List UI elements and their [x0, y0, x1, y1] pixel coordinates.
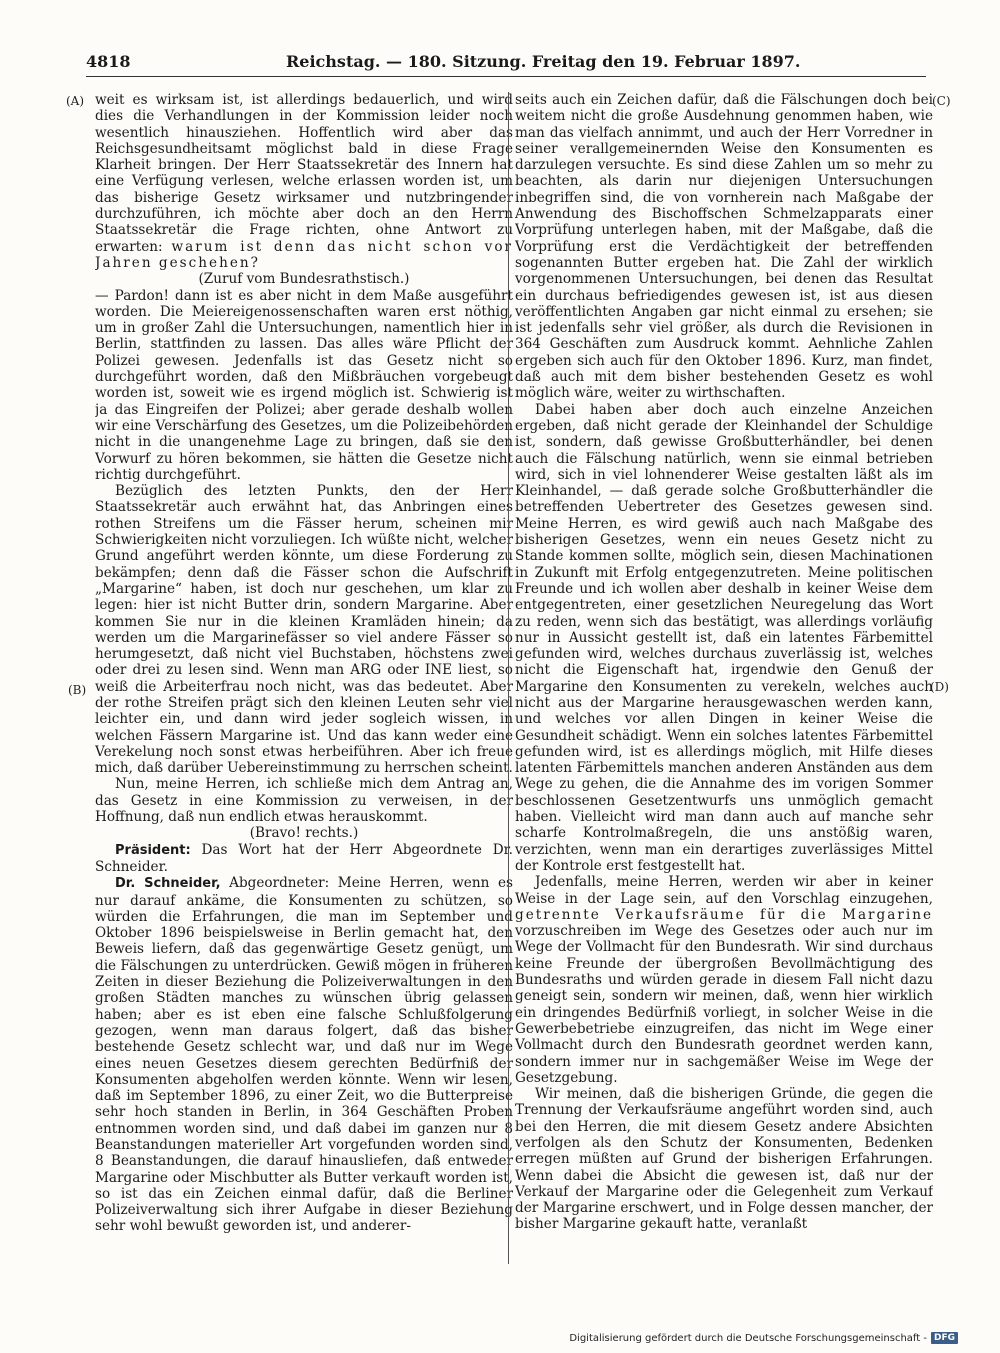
paragraph	[95, 842, 513, 876]
page-header	[86, 52, 926, 77]
speaker-label: Präsident:	[115, 842, 191, 858]
emphasized-text: warum ist denn das nicht schon vor Jahren geschehen?	[95, 238, 513, 271]
digitization-footer	[569, 1331, 958, 1345]
footer-text: Digitalisierung gefördert durch die Deutsche Forschungsgemeinschaft -	[569, 1332, 927, 1344]
interjection: (Zuruf vom Bundesrathstisch.)	[198, 271, 410, 288]
paragraph: Bezüglich des letzten Punkts, den der Herr Staatssekretär auch erwähnt hat, das Anbringen eines rothen Streifens um die Fässer herum, scheinen mir Schwierigkeiten nicht vorzuliegen. Ich wüßte nicht, welcher Grund angeführt werden könnte, um diese Forderung zu bekämpfen; denn daß die Fässer schon die Aufschrift „Margarine“ haben, ist doch nur geschehen, um klar zu legen: hier ist nicht Butter drin, sondern Margarine. Aber kommen Sie nur in die kleinen Kramläden hinein; da werden um die Margarinefässer so viel andere Fässer so herumgesetzt, daß nicht viel Buchstaben, höchstens zwei oder drei zu lesen sind. Wenn man ARG oder INE liest, so weiß die Arbeiterfrau noch nicht, was das bedeutet. Aber der rothe Streifen prägt sich den kleinen Leuten sehr viel leichter ein, und dann wird jeder sogleich wissen, in welchen Fässern Margarine ist. Und das kann weder eine Verekelung noch sonst etwas herbeiführen. Aber ich freue mich, daß darüber Uebereinstimmung zu herrschen scheint.	[95, 483, 513, 777]
paragraph: Wir meinen, daß die bisherigen Gründe, die gegen die Trennung der Verkaufsräume angeführt worden sind, auch bei den Herren, die mit diesem Gesetz andere Absichten verfolgen als den Schutz der Konsumenten, Bedenken erregen müßten auf Grund der bisherigen Erfahrungen. Wenn dabei die Absicht die gewesen ist, daß nur der Verkauf der Margarine oder die Gelegenheit zum Verkauf der Margarine erschwert, und in Folge dessen mancher, der bisher Margarine gekauft hatte, veranlaßt	[515, 1086, 933, 1233]
paragraph	[95, 92, 513, 271]
paragraph-text: Das Wort hat der Herr Abgeordnete Dr. Schneider.	[95, 841, 513, 875]
margin-mark-c: (C)	[932, 94, 951, 108]
paragraph: seits auch ein Zeichen dafür, daß die Fälschungen doch bei weitem nicht die große Ausdehnung genommen haben, wie man das vielfach annimmt, und auch der Herr Vorredner in seiner verallgemeinernden Weise den Konsumenten es darzulegen versuchte. Es sind diese Zahlen um so mehr zu beachten, als darin nur diejenigen Untersuchungen inbegriffen sind, die von vornherein nach Maßgabe der Anwendung des Bischoffschen Schmelzapparats einer Vorprüfung unterlegen haben, mit der Maßgabe, daß die Vorprüfung erst die Verdächtigkeit der betreffenden sogenannten Butter ergeben hat. Die Zahl der wirklich vorgenommenen Untersuchungen, bei denen das Resultat ein durchaus befriedigendes gewesen ist, ist aus diesen veröffentlichten Angaben gar nicht einmal zu ersehen; sie ist jedenfalls sehr viel größer, als durch die Revisionen in 364 Geschäften zum Ausdruck kommt. Aehnliche Zahlen ergeben sich auch für den Oktober 1896. Kurz, man findet, daß auch mit dem bisher bestehenden Gesetz es wohl möglich wäre, weiter zu wirthschaften.	[515, 92, 933, 402]
margin-mark-a: (A)	[66, 94, 85, 108]
paragraph-text: Abgeordneter: Meine Herren, wenn es nur darauf ankäme, die Konsumenten zu schützen, so würden die Erfahrungen, die man im September und Oktober 1896 beispielsweise in Berlin gemacht hat, den Beweis liefern, daß das gegenwärtige Gesetz genügt, um die Fälschungen zu unterdrücken. Gewiß mögen in früheren Zeiten in dieser Beziehung die Polizeiverwaltungen in den großen Städten manches zu wünschen übrig gelassen haben; aber es ist eben eine falsche Schlußfolgerung gezogen, wenn man daraus folgert, daß das bisher bestehende Gesetz schlecht war, und daß nur im Wege eines neuen Gesetzes diesem gerechten Bedürfniß der Konsumenten abgeholfen werden könnte. Wenn wir lesen, daß im September 1896, zu einer Zeit, wo die Butterpreise sehr hoch standen in Berlin, in 364 Geschäften Proben entnommen worden sind, und daß dabei im ganzen nur 8 Beanstandungen materieller Art vorgefunden worden sind, 8 Beanstandungen, die darauf hinausliefen, daß entweder Margarine oder Mischbutter als Butter verkauft worden ist, so ist das ein Zeichen einmal dafür, daß die Berliner Polizeiverwaltung sich ihrer Aufgabe in dieser Beziehung sehr wohl bewußt geworden ist, und anderer-	[95, 875, 513, 1235]
paragraph: — Pardon! dann ist es aber nicht in dem Maße ausgeführt worden. Die Meiereigenossenschaften waren erst nöthig, um in großer Zahl die Untersuchungen, namentlich hier in Berlin, stattfinden zu lassen. Das alles wäre Pflicht der Polizei gewesen. Jedenfalls ist das Gesetz nicht so durchgeführt worden, daß den Mißbräuchen vorgebeugt worden ist, soweit wie es irgend möglich ist. Schwierig ist ja das Eingreifen der Polizei; aber gerade deshalb wollen wir eine Verschärfung des Gesetzes, um die Polizeibehörden nicht in die unangenehme Lage zu bringen, daß sie den Vorwurf zu hören bekommen, sie hätten die Gesetze nicht richtig durchgeführt.	[95, 287, 513, 483]
paragraph: Dabei haben aber doch auch einzelne Anzeichen ergeben, daß nicht gerade der Kleinhandel der Schuldige ist, sondern, daß gewisse Großbutterhändler, bei denen auch die Fälschung natürlich, wenn sie einmal betrieben wird, sich in viel lohnenderer Weise gestalten läßt als im Kleinhandel, — daß gerade solche Großbutterhändler die betreffenden Uebertreter des Gesetzes gewesen sind. Meine Herren, es wird gewiß auch nach Maßgabe des bisherigen Gesetzes, wenn ein neues Gesetz nicht zu Stande kommen sollte, möglich sein, diesen Machinationen in Zukunft mit Erfolg entgegenzutreten. Meine politischen Freunde und ich wollen aber deshalb in keiner Weise dem entgegentreten, einer gesetzlichen Neuregelung das Wort zu reden, wenn sich das bestätigt, was allerdings vorläufig nur in Aussicht gestellt ist, daß ein latentes Färbemittel gefunden wird, welches durchaus zuverlässig ist, welches nicht die Eigenschaft hat, irgendwie den Genuß der Margarine den Konsumenten zu verekeln, welches auch nicht aus der Margarine herausgewaschen werden kann, und welches vor allen Dingen in keiner Weise die Gesundheit schädigt. Wenn ein solches latentes Färbemittel gefunden wird, ist es allerdings möglich, mit Hilfe dieses latenten Färbemittels manchen anderen Anständen aus dem Wege zu gehen, die die Annahme des im vorigen Sommer beschlossenen Gesetzentwurfs uns unmöglich gemacht haben. Vielleicht wird man dann auch auf manche sehr scharfe Kontrolmaßregeln, die uns anstößig waren, verzichten, wenn man ein derartiges zuverlässiges Mittel der Kontrole erst festgestellt hat.	[515, 401, 933, 874]
column-divider	[508, 92, 509, 1264]
speaker-label: Dr. Schneider,	[115, 876, 221, 892]
emphasized-text: getrennte Verkaufsräume für die Margarine	[515, 906, 933, 923]
paragraph-text: vorzuschreiben im Wege des Gesetzes oder auch nur im Wege der Vollmacht für den Bundesrath. Wir sind durchaus keine Freunde der übergroßen Bevollmächtigung des Bundesraths und würden gerade in diesem Fall nicht dazu geneigt sein, sondern wir meinen, daß, wenn hier wirklich ein dringendes Bedürfniß vorliegt, in solcher Weise in die Gewerbebetriebe einzugreifen, das nicht im Wege einer Vollmacht durch den Bundesrath geordnet werden kann, sondern immer nur in sachgemäßer Weise im Wege der Gesetzgebung.	[515, 923, 933, 1086]
paragraph	[515, 874, 933, 1086]
interjection: (Bravo! rechts.)	[249, 825, 359, 842]
paragraph: Nun, meine Herren, ich schließe mich dem Antrag an, das Gesetz in eine Kommission zu verweisen, in der Hoffnung, daß nun endlich etwas herauskommt.	[95, 776, 513, 826]
left-column	[95, 92, 513, 1272]
paragraph-text: Jedenfalls, meine Herren, werden wir aber in keiner Weise in der Lage sein, auf den Vorschlag einzugehen,	[515, 874, 933, 907]
right-column	[515, 92, 933, 1272]
paragraph	[95, 875, 513, 1235]
margin-mark-b: (B)	[68, 683, 87, 697]
page-number: 4818	[86, 52, 131, 71]
paragraph-text: weit es wirksam ist, ist allerdings bedauerlich, und wird dies die Verhandlungen in der Kommission leider noch wesentlich hinausziehen. Hoffentlich wird aber das Reichsgesundheitsamt möglichst bald in diese Frage Klarheit bringen. Der Herr Staatssekretär des Innern hat eine Verfügung verlesen, welche erlassen worden ist, um das bisherige Gesetz wirksamer und nutzbringender durchzuführen, ich möchte aber doch an den Herrn Staatssekretär die Frage richten, ohne Antwort zu erwarten:	[95, 92, 513, 255]
running-head: Reichstag. — 180. Sitzung. Freitag den 19. Februar 1897.	[286, 52, 801, 71]
dfg-logo: DFG	[931, 1332, 958, 1344]
margin-mark-d: (D)	[930, 680, 949, 694]
